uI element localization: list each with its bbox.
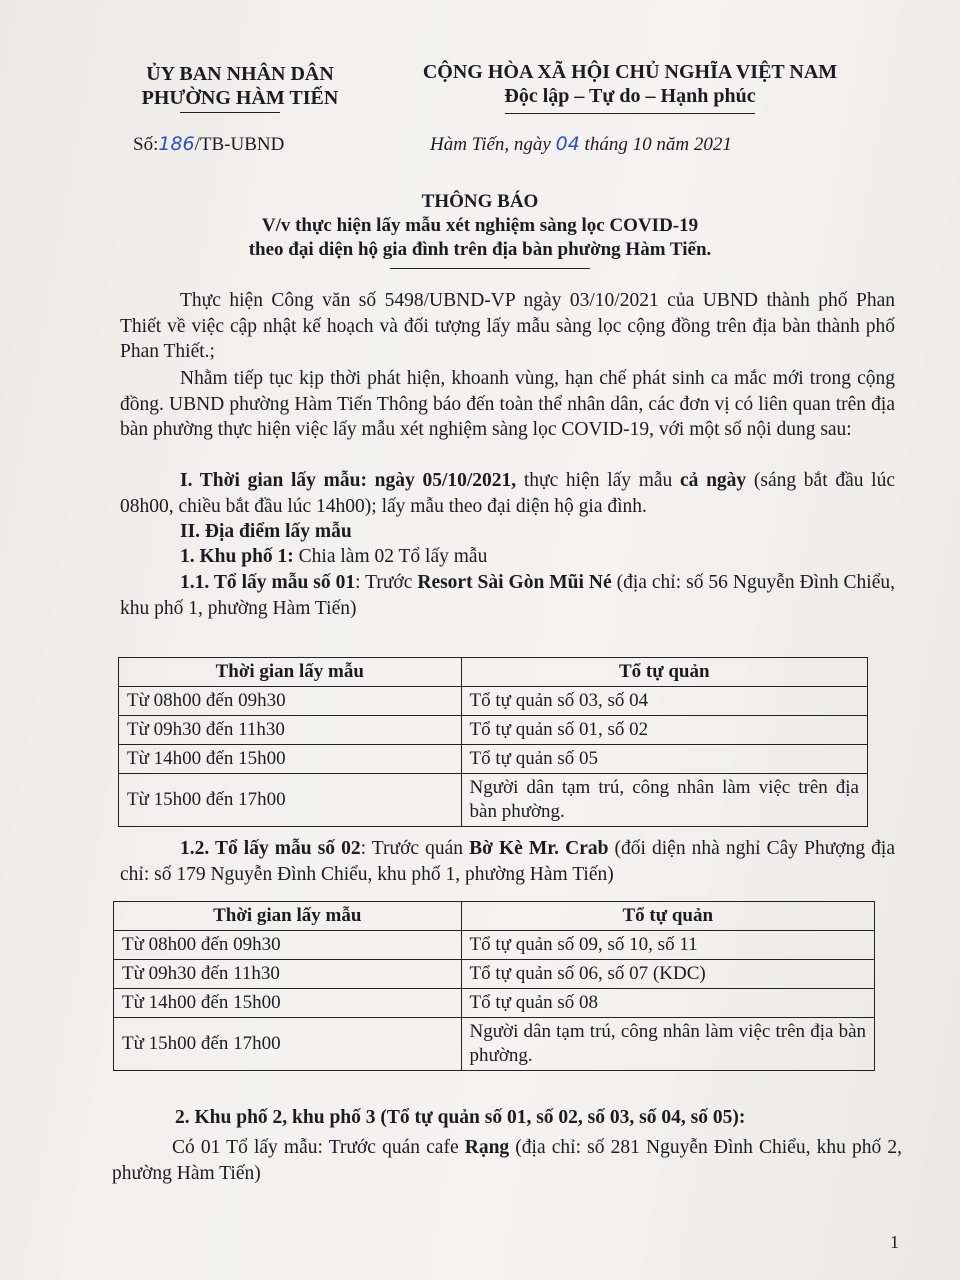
handwritten-number: 186 (158, 133, 195, 155)
table-cell-time: Từ 09h30 đến 11h30 (119, 716, 462, 745)
table-header-time: Thời gian lấy mẫu (114, 902, 462, 931)
motto-underline (505, 113, 755, 114)
date-day-handwritten: 04 (555, 133, 580, 155)
group-1-1-text1: : Trước (355, 572, 418, 593)
table-cell-time: Từ 15h00 đến 17h00 (119, 774, 462, 827)
title-block (130, 190, 830, 262)
table-cell-group: Tổ tự quản số 08 (461, 989, 874, 1018)
date-place: Hàm Tiến, ngày (430, 134, 551, 155)
table-cell-group: Tổ tự quản số 06, số 07 (KDC) (461, 960, 874, 989)
group-1-2-text2: (đối diện nhà nghỉ Cây Phượng địa chỉ: số 179 Nguyễn Đình Chiểu, khu phố 1, phường Hàm Tiến) (120, 838, 896, 885)
table-row (119, 716, 868, 745)
table-row (114, 1018, 875, 1071)
table-header-group: Tổ tự quản (461, 658, 867, 687)
page-number: 1 (890, 1232, 899, 1252)
national-motto: Độc lập – Tự do – Hạnh phúc (504, 85, 756, 107)
doc-subject-line1: V/v thực hiện lấy mẫu xét nghiệm sàng lọc COVID-19 (261, 215, 699, 236)
section-time (120, 468, 895, 519)
group-1-1-description (120, 570, 895, 621)
doc-number-suffix: /TB-UBND (194, 134, 285, 155)
group-1-1-label: 1.1. Tổ lấy mẫu số 01 (180, 572, 356, 593)
table-cell-time: Từ 09h30 đến 11h30 (114, 960, 462, 989)
table-row (114, 989, 875, 1018)
issuer-line1: ỦY BAN NHÂN DÂN (146, 63, 334, 85)
table-cell-group: Tổ tự quản số 09, số 10, số 11 (461, 931, 874, 960)
date-year-label: năm (656, 134, 690, 155)
section-location-heading: II. Địa điểm lấy mẫu (180, 521, 352, 542)
doc-subject-line2: theo đại diện hộ gia đình trên địa bàn phường Hàm Tiến. (248, 239, 712, 260)
table-row (119, 745, 868, 774)
paragraph-purpose: Nhằm tiếp tục kịp thời phát hiện, khoanh vùng, hạn chế phát sinh ca mắc mới trong cộng đồng. UBND phường Hàm Tiến Thông báo đến toàn thể nhân dân, các đơn vị có liên quan trên địa bàn phường thực hiện việc lấy mẫu xét nghiệm sàng lọc COVID-19, với một số nội dung sau: (120, 368, 895, 440)
group-1-1-text2: (địa chỉ: số 56 Nguyễn Đình Chiểu, khu phố 1, phường Hàm Tiến) (120, 572, 896, 619)
khu-pho-1-heading (120, 544, 895, 570)
table-cell-group: Tổ tự quản số 05 (461, 745, 867, 774)
section-time-text2: (sáng bắt đầu lúc 08h00, chiều bắt đầu lúc 14h00); lấy mẫu theo đại diện hộ gia đình. (120, 470, 895, 517)
table-cell-time: Từ 15h00 đến 17h00 (114, 1018, 462, 1071)
table-header-group: Tổ tự quản (461, 902, 874, 931)
table-cell-time: Từ 08h00 đến 09h30 (114, 931, 462, 960)
table-cell-group: Tổ tự quản số 03, số 04 (461, 687, 867, 716)
paragraph-legal-basis: Thực hiện Công văn số 5498/UBND-VP ngày 03/10/2021 của UBND thành phố Phan Thiết về việc cập nhật kế hoạch và đối tượng lấy mẫu sàng lọc cộng đồng trên địa bàn thành phố Phan Thiết.; (120, 290, 895, 362)
group-1-2-description (120, 836, 895, 887)
schedule-table-2 (113, 901, 875, 1071)
khu-pho-2-3-heading: 2. Khu phố 2, khu phố 3 (Tổ tự quản số 01, số 02, số 03, số 04, số 05): (175, 1107, 746, 1128)
doc-number-prefix: Số: (133, 134, 159, 155)
table-row (114, 960, 875, 989)
document-date (430, 133, 732, 156)
table-cell-group: Người dân tạm trú, công nhân làm việc trên địa bàn phường. (461, 1018, 874, 1071)
group-1-2-location: Bờ Kè Mr. Crab (469, 838, 609, 859)
table-cell-time: Từ 14h00 đến 15h00 (119, 745, 462, 774)
issuer-line2: PHƯỜNG HÀM TIẾN (141, 87, 339, 109)
table-cell-time: Từ 08h00 đến 09h30 (119, 687, 462, 716)
khu-pho-1-text: Chia làm 02 Tổ lấy mẫu (293, 546, 488, 567)
table-cell-group: Tổ tự quản số 01, số 02 (461, 716, 867, 745)
table-header-row (114, 902, 875, 931)
group-1-2-text1: : Trước quán (360, 838, 470, 859)
khu-pho-2-3-location: Rạng (464, 1137, 510, 1158)
khu-pho-2-3-text2: (địa chỉ: số 281 Nguyễn Đình Chiểu, khu phố 2, phường Hàm Tiến) (112, 1137, 902, 1184)
date-month-label: tháng (584, 134, 628, 155)
group-1-1-location: Resort Sài Gòn Mũi Né (417, 572, 612, 593)
schedule-table-1 (118, 657, 868, 827)
table-header-row (119, 658, 868, 687)
section-time-text1: thực hiện lấy mẫu (516, 470, 680, 491)
khu-pho-2-3-text1: Có 01 Tổ lấy mẫu: Trước quán cafe (172, 1137, 465, 1158)
section-time-bold: cả ngày (679, 470, 747, 491)
title-underline (390, 268, 590, 269)
section-time-label: I. Thời gian lấy mẫu: ngày 05/10/2021, (180, 470, 517, 491)
table-cell-group: Người dân tạm trú, công nhân làm việc trên địa bàn phường. (461, 774, 867, 827)
table-cell-time: Từ 14h00 đến 15h00 (114, 989, 462, 1018)
table-header-time: Thời gian lấy mẫu (119, 658, 462, 687)
date-month: 10 (632, 134, 652, 155)
issuer-block (110, 62, 370, 110)
document-number (133, 133, 284, 156)
date-year: 2021 (693, 134, 732, 155)
national-header (395, 60, 865, 108)
group-1-2-label: 1.2. Tổ lấy mẫu số 02 (180, 838, 361, 859)
table-row (119, 687, 868, 716)
table-row (119, 774, 868, 827)
khu-pho-1-label: 1. Khu phố 1: (180, 546, 294, 567)
khu-pho-2-3-description (112, 1135, 902, 1186)
table-row (114, 931, 875, 960)
national-title: CỘNG HÒA XÃ HỘI CHỦ NGHĨA VIỆT NAM (422, 61, 838, 83)
doc-title: THÔNG BÁO (421, 191, 539, 212)
issuer-underline (180, 112, 280, 113)
